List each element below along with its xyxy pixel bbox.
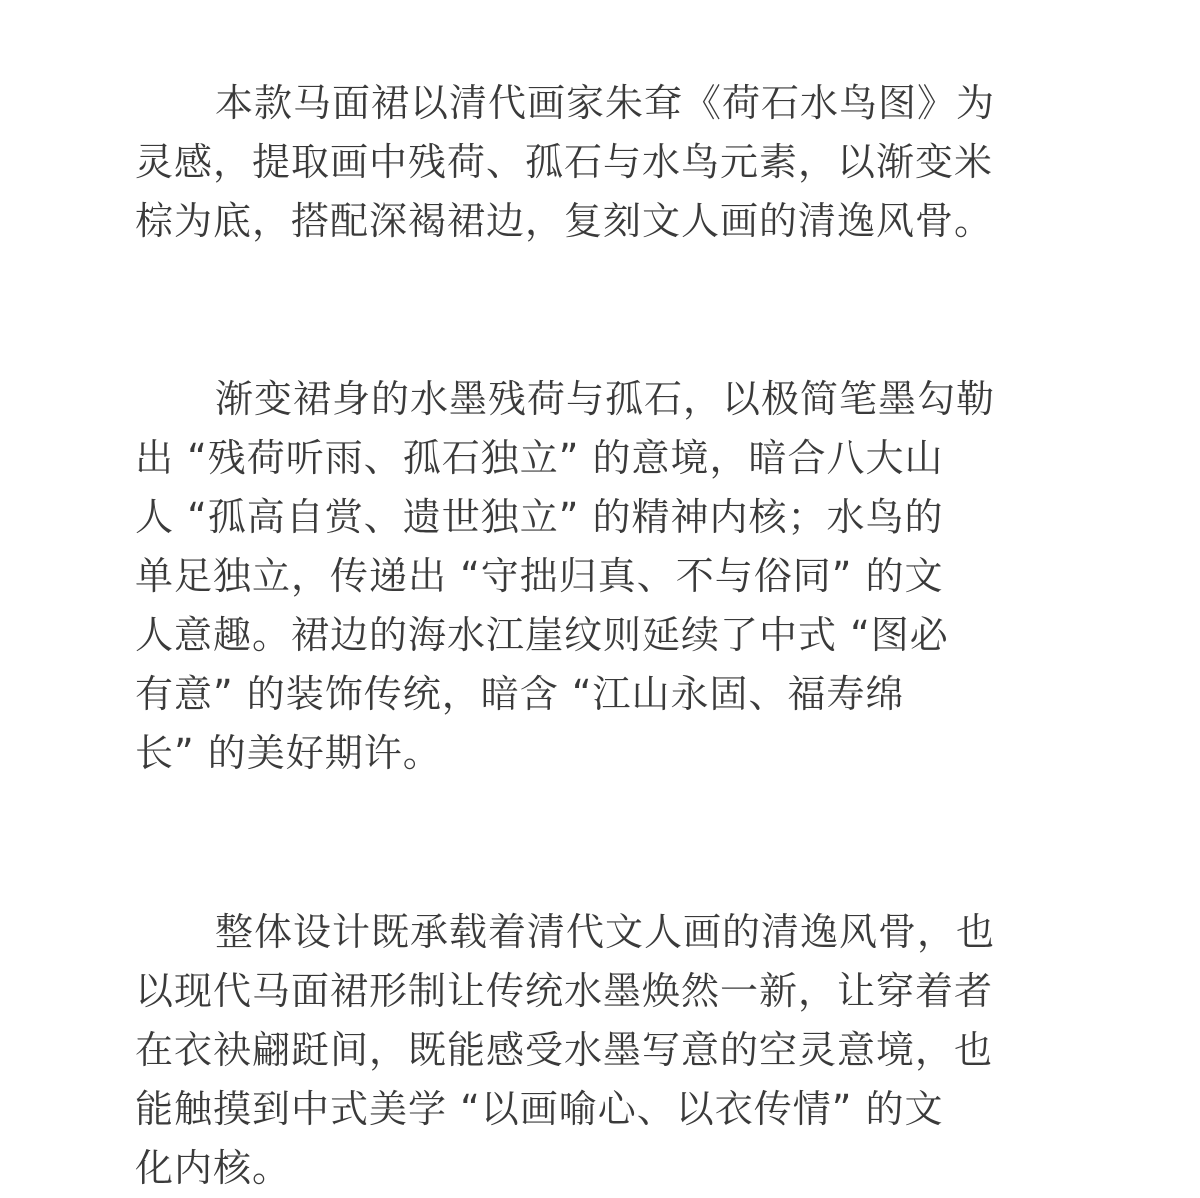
paragraph-line: 出 “残荷听雨、孤石独立” 的意境，暗合八大山 (135, 436, 944, 480)
paragraph-line: 能触摸到中式美学 “以画喻心、以衣传情” 的文 (135, 1087, 944, 1131)
paragraph-spacer (135, 783, 1065, 903)
paragraph-1 (135, 74, 1065, 251)
paragraph-spacer (135, 251, 1065, 370)
article-body (135, 74, 1065, 1198)
paragraph-line: 人 “孤高自赏、遗世独立” 的精神内核；水鸟的 (135, 495, 944, 539)
paragraph-line: 有意” 的装饰传统，暗含 “江山永固、福寿绵 (135, 672, 905, 716)
paragraph-line: 化内核。 (135, 1146, 292, 1190)
paragraph-3 (135, 903, 1065, 1198)
paragraph-line: 灵感，提取画中残荷、孤石与水鸟元素，以渐变米 (135, 140, 994, 184)
paragraph-line: 人意趣。裙边的海水江崖纹则延续了中式 “图必 (135, 613, 949, 657)
paragraph-line: 单足独立，传递出 “守拙归真、不与俗同” 的文 (135, 554, 944, 598)
paragraph-line: 渐变裙身的水墨残荷与孤石，以极简笔墨勾勒 (215, 377, 996, 421)
paragraph-2 (135, 370, 1065, 783)
paragraph-line: 以现代马面裙形制让传统水墨焕然一新，让穿着者 (135, 969, 994, 1013)
paragraph-line: 棕为底，搭配深褐裙边，复刻文人画的清逸风骨。 (135, 199, 994, 243)
paragraph-line: 长” 的美好期许。 (135, 731, 442, 775)
paragraph-line: 整体设计既承载着清代文人画的清逸风骨，也 (215, 910, 996, 954)
paragraph-line: 在衣袂翩跹间，既能感受水墨写意的空灵意境，也 (135, 1028, 994, 1072)
paragraph-line: 本款马面裙以清代画家朱耷《荷石水鸟图》为 (215, 81, 996, 125)
